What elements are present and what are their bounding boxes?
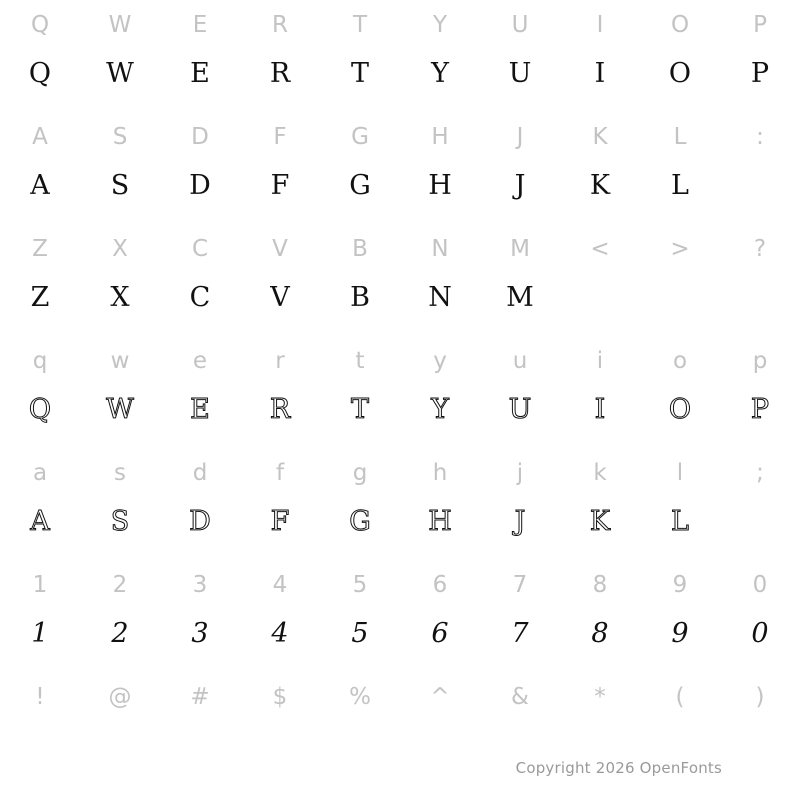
reference-key: q — [32, 348, 48, 374]
glyph-cell — [640, 274, 720, 322]
reference-key: H — [431, 124, 449, 150]
reference-key: ) — [755, 684, 765, 710]
reference-key: J — [516, 124, 524, 150]
glyph-cell: F — [270, 506, 290, 537]
specimen-block-asdf-lower — [0, 448, 800, 546]
reference-key: ^ — [430, 684, 450, 710]
row-spacer — [0, 322, 800, 336]
glyph-cell: 3 — [191, 618, 209, 649]
reference-key: E — [192, 12, 208, 38]
reference-key: L — [673, 124, 687, 150]
reference-key: f — [275, 460, 285, 486]
reference-key: 4 — [272, 572, 288, 598]
glyph-cell: Y — [431, 394, 449, 425]
reference-key: 0 — [752, 572, 768, 598]
reference-key: t — [355, 348, 365, 374]
reference-row — [0, 336, 800, 386]
glyph-cell: U — [508, 58, 532, 89]
reference-key: 8 — [592, 572, 608, 598]
reference-key: V — [272, 236, 288, 262]
glyph-row — [0, 50, 800, 98]
row-spacer — [0, 434, 800, 448]
reference-key: l — [676, 460, 684, 486]
reference-key: a — [32, 460, 48, 486]
footer — [0, 759, 800, 778]
glyph-cell: G — [349, 506, 371, 537]
glyph-cell: 5 — [351, 618, 369, 649]
reference-key: A — [32, 124, 48, 150]
reference-key: $ — [272, 684, 288, 710]
reference-key: ! — [35, 684, 45, 710]
glyph-cell: U — [508, 394, 532, 425]
reference-key: I — [596, 12, 604, 38]
reference-key: u — [512, 348, 528, 374]
specimen-block-qwerty-lower — [0, 336, 800, 434]
specimen-block-qwerty — [0, 0, 800, 98]
glyph-cell: A — [30, 170, 50, 201]
glyph-cell: I — [594, 58, 606, 89]
glyph-cell: G — [349, 170, 371, 201]
glyph-cell: O — [668, 394, 692, 425]
glyph-cell: H — [428, 170, 452, 201]
reference-row — [0, 0, 800, 50]
reference-key: s — [114, 460, 126, 486]
reference-key: # — [190, 684, 210, 710]
reference-key: i — [596, 348, 604, 374]
glyph-cell: V — [270, 282, 290, 313]
glyph-row — [0, 498, 800, 546]
glyph-cell: X — [110, 282, 130, 313]
reference-key: 6 — [432, 572, 448, 598]
reference-key: 9 — [672, 572, 688, 598]
glyph-cell: B — [350, 282, 370, 313]
glyph-cell: F — [270, 170, 290, 201]
reference-row — [0, 112, 800, 162]
glyph-cell — [560, 274, 640, 322]
glyph-cell — [720, 162, 800, 210]
reference-key: w — [110, 348, 130, 374]
reference-key: j — [516, 460, 524, 486]
glyph-cell: 6 — [431, 618, 449, 649]
reference-key: D — [191, 124, 209, 150]
reference-key: h — [432, 460, 448, 486]
reference-key: < — [590, 236, 610, 262]
reference-row — [0, 672, 800, 722]
glyph-cell: R — [269, 58, 291, 89]
reference-key: d — [192, 460, 208, 486]
reference-key: N — [431, 236, 449, 262]
glyph-cell — [720, 498, 800, 546]
reference-key: 2 — [112, 572, 128, 598]
glyph-cell: E — [190, 394, 210, 425]
reference-key: & — [511, 684, 529, 710]
glyph-row — [0, 274, 800, 322]
specimen-block-zxcv — [0, 224, 800, 322]
glyph-cell — [720, 274, 800, 322]
glyph-cell: W — [106, 58, 134, 89]
specimen-block-symbols — [0, 672, 800, 722]
reference-key: Q — [30, 12, 50, 38]
reference-key: B — [352, 236, 368, 262]
reference-key: P — [753, 12, 767, 38]
reference-key: ; — [756, 460, 764, 486]
reference-key: > — [670, 236, 690, 262]
reference-key: o — [672, 348, 688, 374]
glyph-cell: 9 — [671, 618, 689, 649]
glyph-cell: O — [668, 58, 692, 89]
glyph-cell: D — [189, 506, 211, 537]
reference-key: % — [349, 684, 371, 710]
glyph-cell: M — [506, 282, 534, 313]
reference-key: p — [752, 348, 768, 374]
reference-key: U — [511, 12, 529, 38]
glyph-cell: 7 — [511, 618, 529, 649]
reference-key: T — [352, 12, 368, 38]
glyph-cell: N — [428, 282, 452, 313]
glyph-cell: P — [750, 394, 770, 425]
glyph-cell: 0 — [751, 618, 769, 649]
glyph-cell: 4 — [271, 618, 289, 649]
glyph-cell: L — [671, 506, 689, 537]
glyph-cell: S — [110, 170, 130, 201]
glyph-cell: L — [671, 170, 689, 201]
reference-key: Z — [32, 236, 48, 262]
reference-key: k — [593, 460, 607, 486]
reference-key: Y — [432, 12, 448, 38]
glyph-cell: Q — [28, 58, 52, 89]
reference-key: : — [756, 124, 764, 150]
glyph-cell: A — [30, 506, 50, 537]
reference-key: 5 — [352, 572, 368, 598]
reference-key: r — [275, 348, 285, 374]
glyph-row — [0, 610, 800, 658]
glyph-cell: W — [106, 394, 134, 425]
reference-key: K — [592, 124, 608, 150]
glyph-cell: E — [190, 58, 210, 89]
row-spacer — [0, 658, 800, 672]
reference-key: 7 — [512, 572, 528, 598]
row-spacer — [0, 546, 800, 560]
copyright-notice: Copyright 2026 OpenFonts — [515, 759, 722, 777]
reference-key: X — [112, 236, 128, 262]
reference-key: 3 — [192, 572, 208, 598]
reference-key: 1 — [32, 572, 48, 598]
reference-key: g — [352, 460, 368, 486]
reference-key: * — [594, 684, 606, 710]
glyph-cell: Q — [28, 394, 52, 425]
glyph-cell: Y — [431, 58, 449, 89]
glyph-cell: R — [269, 394, 291, 425]
reference-key: G — [351, 124, 369, 150]
glyph-cell: C — [189, 282, 211, 313]
glyph-cell: 8 — [591, 618, 609, 649]
row-spacer — [0, 210, 800, 224]
glyph-cell: H — [428, 506, 452, 537]
glyph-row — [0, 386, 800, 434]
reference-row — [0, 448, 800, 498]
glyph-cell: 2 — [111, 618, 129, 649]
glyph-cell: P — [750, 58, 770, 89]
glyph-row — [0, 162, 800, 210]
glyph-cell: J — [514, 170, 526, 201]
reference-key: O — [670, 12, 690, 38]
reference-key: ( — [675, 684, 685, 710]
glyph-cell: K — [589, 506, 611, 537]
reference-key: R — [272, 12, 288, 38]
reference-key: e — [192, 348, 208, 374]
glyph-cell: D — [189, 170, 211, 201]
glyph-cell: 1 — [31, 618, 49, 649]
glyph-cell: K — [589, 170, 611, 201]
glyph-cell: I — [594, 394, 606, 425]
reference-key: S — [112, 124, 128, 150]
glyph-cell: S — [110, 506, 130, 537]
row-spacer — [0, 98, 800, 112]
reference-row — [0, 560, 800, 610]
glyph-cell: T — [350, 58, 369, 89]
reference-key: ? — [753, 236, 767, 262]
reference-key: W — [108, 12, 132, 38]
reference-key: F — [273, 124, 287, 150]
reference-row — [0, 224, 800, 274]
specimen-block-asdf — [0, 112, 800, 210]
glyph-cell: J — [514, 506, 526, 537]
specimen-block-digits — [0, 560, 800, 658]
glyph-cell: T — [350, 394, 369, 425]
glyph-cell: Z — [30, 282, 50, 313]
reference-key: @ — [108, 684, 132, 710]
reference-key: C — [191, 236, 209, 262]
reference-key: y — [433, 348, 447, 374]
reference-key: M — [510, 236, 530, 262]
